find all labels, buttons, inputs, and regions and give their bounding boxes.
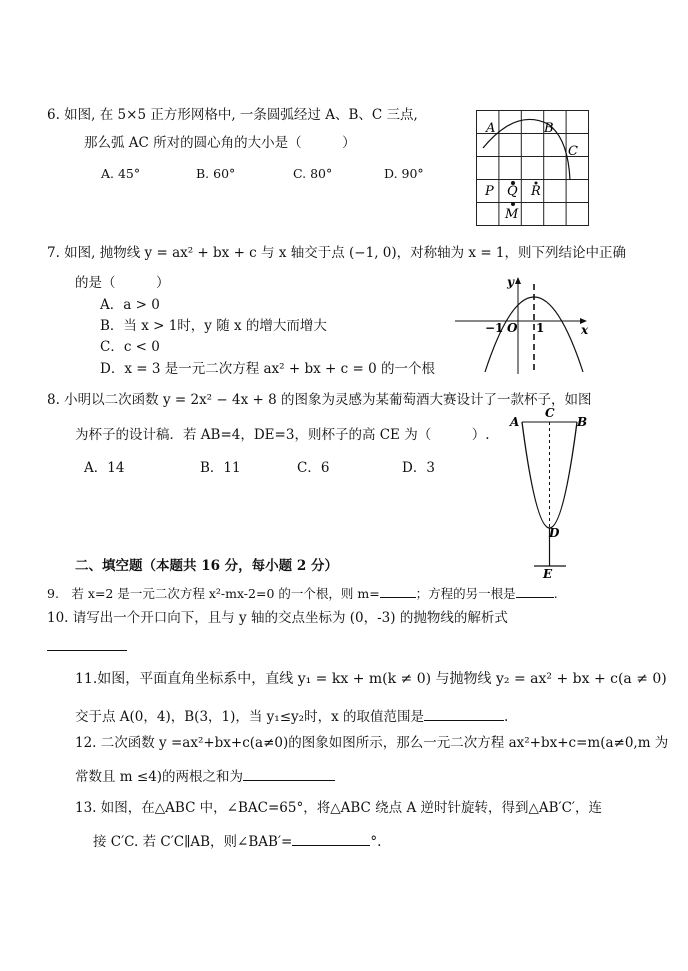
q11-text-end: . bbox=[503, 709, 509, 725]
q8-option-d: D．3 bbox=[402, 460, 435, 476]
q7-label-y: y bbox=[507, 275, 514, 289]
q10-answer-line bbox=[47, 636, 127, 656]
q8-option-a: A．14 bbox=[84, 460, 125, 476]
q13-text-b: °. bbox=[370, 834, 382, 850]
q13-line2 bbox=[93, 831, 381, 851]
q11-line2 bbox=[75, 706, 508, 726]
q8-option-c: C．6 bbox=[297, 460, 330, 476]
q7-label-origin: O bbox=[507, 321, 518, 335]
q12-line1: 12. 二次函数 y =ax²+bx+c(a≠0)的图象如图所示，那么一元二次方程 ax²+bx+c=m(a≠0,m 为 bbox=[75, 735, 669, 751]
q10-blank bbox=[47, 636, 127, 651]
q8-line1: 8. 小明以二次函数 y = 2x² − 4x + 8 的图象为灵感为某葡萄酒大赛设计了一款杯子，如图 bbox=[47, 392, 592, 408]
q8-label-a: A bbox=[510, 415, 520, 429]
q7-option-d: D．x = 3 是一元二次方程 ax² + bx + c = 0 的一个根 bbox=[100, 361, 435, 377]
q7-line2: 的是（ ） bbox=[75, 275, 170, 291]
q12-blank bbox=[243, 766, 335, 781]
q11-blank bbox=[424, 706, 504, 721]
q6-label-c: C bbox=[568, 144, 578, 159]
q6-arc bbox=[483, 119, 570, 180]
q9-text-a: 9. 若 x=2 是一元二次方程 x²-mx-2=0 的一个根，则 m= bbox=[47, 586, 380, 601]
q13-text-a: 接 C′C. 若 C′C∥AB，则∠BAB′= bbox=[93, 834, 293, 850]
q8-line2: 为杯子的设计稿．若 AB=4，DE=3，则杯子的高 CE 为（ ）. bbox=[75, 427, 490, 443]
q9-blank-root bbox=[516, 583, 554, 598]
q7-label-one: 1 bbox=[536, 321, 545, 335]
q7-label-neg1: −1 bbox=[485, 321, 504, 335]
q6-line1: 6. 如图, 在 5×5 正方形网格中, 一条圆弧经过 A、B、C 三点, bbox=[47, 107, 418, 123]
q6-option-c: C. 80° bbox=[293, 166, 333, 181]
q10-line1: 10. 请写出一个开口向下，且与 y 轴的交点坐标为 (0，-3) 的抛物线的解析式 bbox=[47, 610, 508, 626]
q8-option-b: B．11 bbox=[200, 460, 241, 476]
q9-blank-m bbox=[380, 583, 416, 598]
q8-label-d: D bbox=[549, 526, 560, 540]
q7-option-c: C．c < 0 bbox=[100, 339, 160, 355]
q7-option-a: A．a > 0 bbox=[100, 297, 160, 313]
q11-text: 交于点 A(0，4)，B(3，1)，当 y₁≤y₂时，x 的取值范围是 bbox=[75, 709, 424, 725]
q6-label-p: P bbox=[485, 184, 494, 199]
q7-line1: 7. 如图, 抛物线 y = ax² + bx + c 与 x 轴交于点 (−1, 0)，对称轴为 x = 1，则下列结论中正确 bbox=[47, 245, 627, 261]
q6-line2: 那么弧 AC 所对的圆心角的大小是（ ） bbox=[84, 135, 356, 151]
q7-parabola-figure bbox=[455, 274, 595, 374]
q6-label-a: A bbox=[486, 121, 496, 136]
q6-label-r: R bbox=[531, 184, 541, 199]
q8-label-b: B bbox=[577, 415, 588, 429]
q8-label-e: E bbox=[543, 567, 553, 581]
q6-label-m: M bbox=[505, 207, 519, 222]
q6-grid-figure bbox=[476, 110, 591, 230]
q9-line bbox=[47, 583, 558, 603]
q7-label-x: x bbox=[581, 323, 589, 337]
q13-blank bbox=[292, 831, 370, 846]
q6-option-b: B. 60° bbox=[196, 166, 236, 181]
section2-heading: 二、填空题（本题共 16 分，每小题 2 分） bbox=[75, 558, 338, 574]
q8-cup-figure bbox=[508, 406, 598, 581]
q12-text: 常数且 m ≤4)的两根之和为 bbox=[75, 769, 244, 785]
q6-option-d: D. 90° bbox=[384, 166, 424, 181]
q13-line1: 13. 如图，在△ABC 中，∠BAC=65°，将△ABC 绕点 A 逆时针旋转，得到△AB′C′，连 bbox=[75, 800, 603, 816]
q6-option-a: A. 45° bbox=[101, 166, 141, 181]
q12-line2 bbox=[75, 766, 335, 786]
q7-option-b: B．当 x > 1时，y 随 x 的增大而增大 bbox=[100, 318, 327, 334]
q9-text-c: . bbox=[553, 586, 558, 601]
q6-label-b: B bbox=[544, 121, 554, 136]
q11-line1: 11.如图，平面直角坐标系中，直线 y₁ = kx + m(k ≠ 0) 与抛物线 y₂ = ax² + bx + c(a ≠ 0) bbox=[75, 671, 667, 687]
q9-text-b: ；方程的另一根是 bbox=[415, 586, 516, 601]
q6-label-q: Q bbox=[507, 184, 518, 199]
q8-label-c: C bbox=[545, 406, 555, 420]
